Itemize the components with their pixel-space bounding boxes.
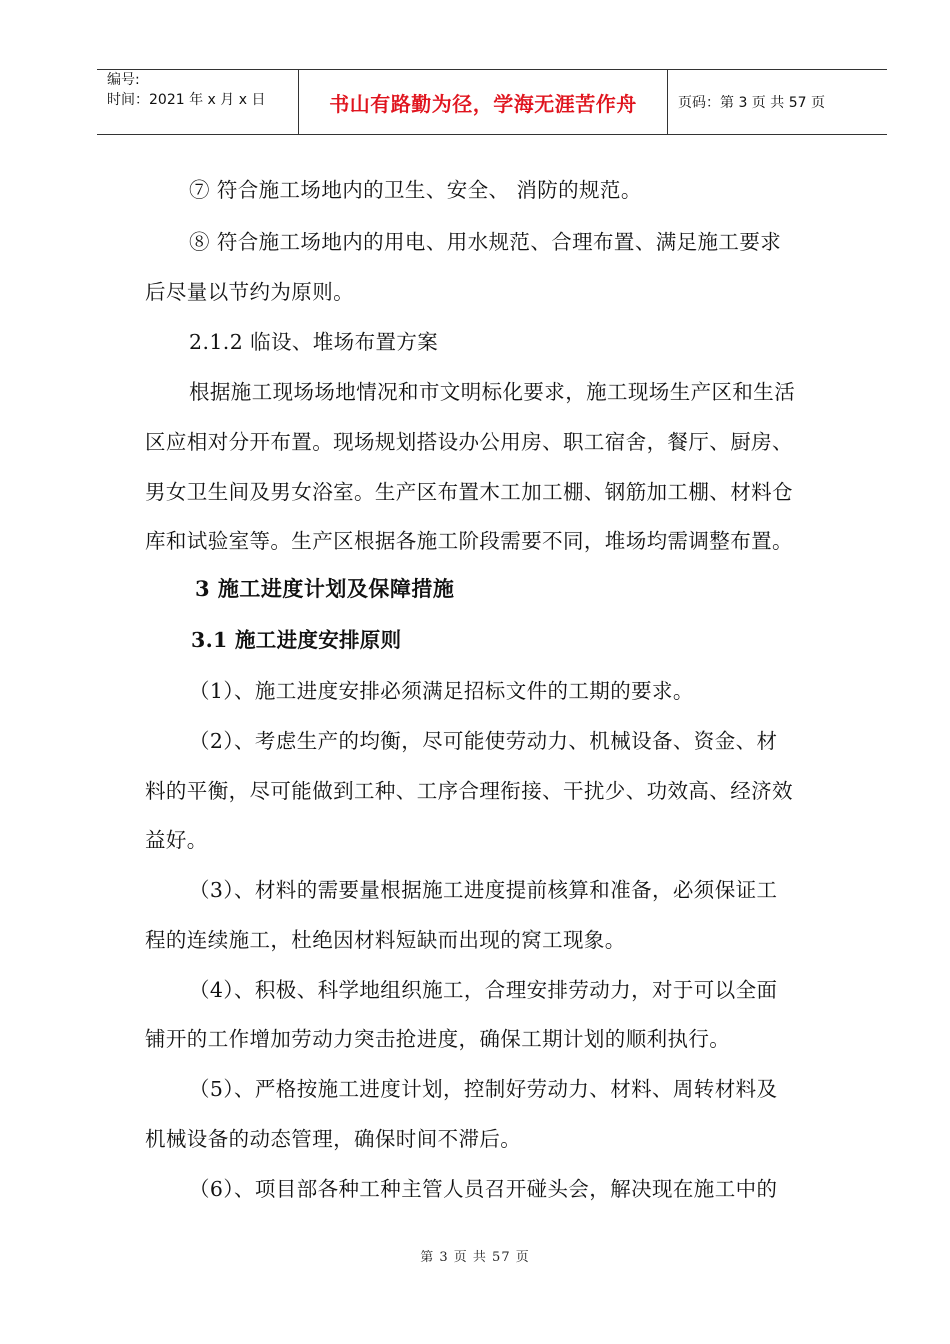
header-meta-cell bbox=[97, 70, 299, 134]
paragraph-line: 库和试验室等。生产区根据各施工阶段需要不同，堆场均需调整布置。 bbox=[145, 529, 793, 553]
paragraph-line: 男女卫生间及男女浴室。生产区布置木工加工棚、钢筋加工棚、材料仓 bbox=[145, 480, 793, 504]
principle-line: （5）、严格按施工进度计划，控制好劳动力、材料、周转材料及 bbox=[189, 1077, 778, 1101]
principle-line: 益好。 bbox=[145, 828, 208, 852]
subheading-line: 2.1.2 临设、堆场布置方案 bbox=[189, 330, 439, 354]
principle-line: （6）、项目部各种工种主管人员召开碰头会，解决现在施工中的 bbox=[189, 1177, 778, 1201]
principle-line: （2）、考虑生产的均衡，尽可能使劳动力、机械设备、资金、材 bbox=[189, 729, 778, 753]
paragraph-line: ⑧ 符合施工场地内的用电、用水规范、合理布置、满足施工要求 bbox=[189, 230, 782, 254]
paragraph-line: 根据施工现场场地情况和市文明标化要求，施工现场生产区和生活 bbox=[189, 380, 796, 404]
principle-line: （3）、材料的需要量根据施工进度提前核算和准备，必须保证工 bbox=[189, 878, 778, 902]
document-code-label: 编号: bbox=[107, 72, 140, 88]
principle-line: 程的连续施工，杜绝因材料短缺而出现的窝工现象。 bbox=[145, 928, 626, 952]
paragraph-line: 区应相对分开布置。现场规划搭设办公用房、职工宿舍，餐厅、厨房、 bbox=[145, 430, 793, 454]
principle-line: （1）、施工进度安排必须满足招标文件的工期的要求。 bbox=[189, 679, 694, 703]
page-header bbox=[97, 69, 887, 135]
header-motto-cell bbox=[299, 70, 668, 134]
header-motto: 书山有路勤为径，学海无涯苦作舟 bbox=[329, 91, 637, 116]
document-time-label: 时间：2021 年 x 月 x 日 bbox=[107, 92, 266, 108]
principle-line: 铺开的工作增加劳动力突击抢进度，确保工期计划的顺利执行。 bbox=[145, 1027, 731, 1051]
principle-line: 机械设备的动态管理，确保时间不滞后。 bbox=[145, 1127, 522, 1151]
page-footer: 第 3 页 共 57 页 bbox=[420, 1250, 530, 1265]
header-page-cell bbox=[668, 70, 887, 134]
paragraph-line: 后尽量以节约为原则。 bbox=[145, 280, 354, 304]
principle-line: （4）、积极、科学地组织施工，合理安排劳动力，对于可以全面 bbox=[189, 978, 778, 1002]
section-title: 3 施工进度计划及保障措施 bbox=[195, 576, 455, 601]
subsection-title: 3.1 施工进度安排原则 bbox=[191, 628, 402, 652]
paragraph-line: ⑦ 符合施工场地内的卫生、安全、 消防的规范。 bbox=[189, 178, 642, 202]
principle-line: 料的平衡，尽可能做到工种、工序合理衔接、干扰少、功效高、经济效 bbox=[145, 779, 793, 803]
header-page-info: 页码：第 3 页 共 57 页 bbox=[678, 95, 825, 111]
